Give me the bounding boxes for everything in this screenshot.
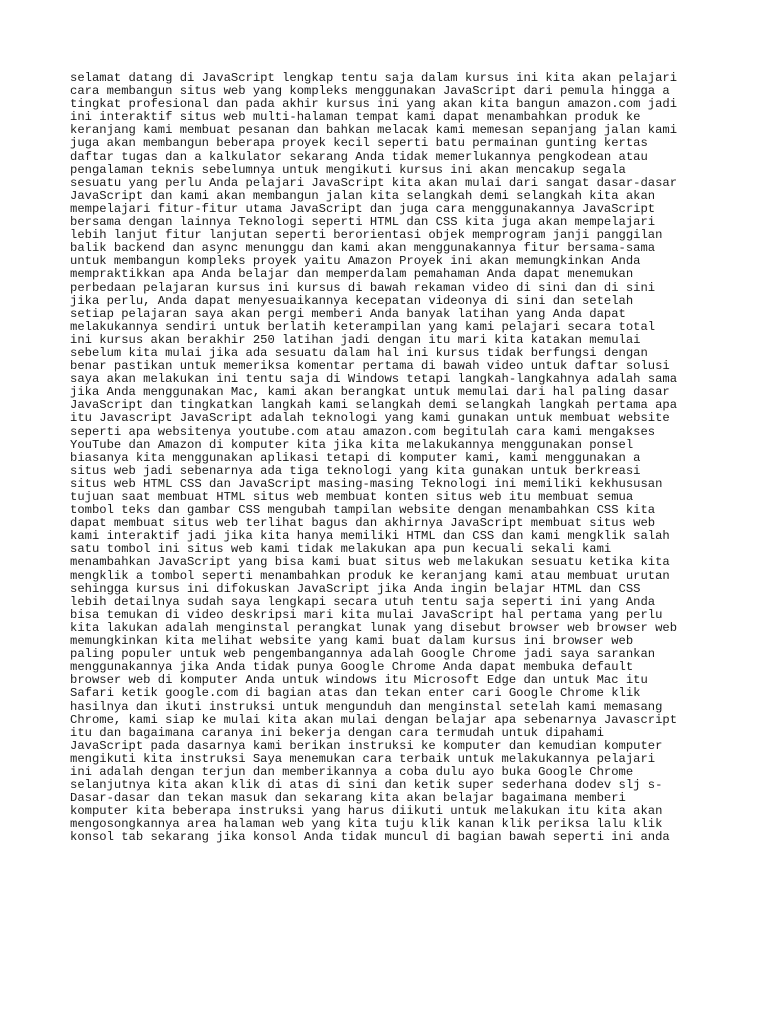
- text-line: kita lakukan adalah menginstal perangkat lunak yang disebut browser web browser web: [70, 620, 678, 635]
- text-line: perbedaan pelajaran kursus ini kursus di bawah rekaman video di sini dan di sini: [70, 280, 656, 295]
- text-line: tujuan saat membuat HTML situs web membuat konten situs web itu membuat semua: [70, 490, 634, 504]
- text-line: cara membangun situs web yang kompleks menggunakan JavaScript dari pemula hingga a: [70, 84, 670, 99]
- text-line: selanjutnya kita akan klik di atas di sini dan ketik super sederhana dodev slj s-: [70, 778, 663, 793]
- document-body: [70, 72, 710, 845]
- text-line: JavaScript dan kami akan membangun jalan kita selangkah demi selangkah kita akan: [70, 188, 656, 203]
- text-line: saya akan melakukan ini tentu saja di Windows tetapi langkah-langkahnya adalah sama: [70, 372, 678, 387]
- text-line: seperti apa websitenya youtube.com atau amazon.com begitulah cara kami mengakses: [70, 424, 656, 439]
- text-line: lebih lanjut fitur lanjutan seperti berorientasi objek memprogram janji panggilan: [70, 228, 663, 243]
- text-line: juga akan membangun beberapa proyek kecil seperti batu permainan gunting kertas: [70, 136, 648, 151]
- text-line: dapat membuat situs web terlihat bagus dan akhirnya JavaScript membuat situs web: [70, 516, 656, 531]
- text-line: Chrome, kami siap ke mulai kita akan mulai dengan belajar apa sebenarnya Javascript: [70, 712, 678, 727]
- text-line: sehingga kursus ini difokuskan JavaScript jika Anda ingin belajar HTML dan CSS: [70, 581, 641, 596]
- text-line: YouTube dan Amazon di komputer kita jika kita melakukannya menggunakan ponsel: [70, 437, 634, 452]
- text-line: mempraktikkan apa Anda belajar dan memperdalam pemahaman Anda dapat menemukan: [70, 267, 634, 282]
- text-line: browser web di komputer Anda untuk windows itu Microsoft Edge dan untuk Mac itu: [70, 673, 648, 688]
- text-line: sebelum kita mulai jika ada sesuatu dalam hal ini kursus tidak berfungsi dengan: [70, 345, 648, 360]
- text-line: JavaScript pada dasarnya kami berikan instruksi ke komputer dan kemudian komputer: [70, 738, 663, 753]
- text-line: pengalaman teknis sebelumnya untuk mengikuti kursus ini akan mencakup segala: [70, 162, 626, 177]
- text-line: konsol tab sekarang jika konsol Anda tidak muncul di bagian bawah seperti ini anda: [70, 830, 670, 845]
- text-line: kami interaktif jadi jika kita hanya memiliki HTML dan CSS dan kami mengklik salah: [70, 529, 670, 544]
- text-line: daftar tugas dan a kalkulator sekarang Anda tidak memerlukannya pengkodean atau: [70, 149, 648, 164]
- text-line: jika Anda menggunakan Mac, kami akan berangkat untuk memulai dari hal paling dasar: [70, 385, 670, 400]
- text-line: bisa temukan di video deskripsi mari kita mulai JavaScript hal pertama yang perlu: [70, 607, 663, 622]
- text-line: sesuatu yang perlu Anda pelajari JavaScript kita akan mulai dari sangat dasar-dasar: [70, 175, 678, 190]
- text-line: melakukannya sendiri untuk berlatih keterampilan yang kami pelajari secara total: [70, 319, 656, 334]
- text-line: untuk membangun kompleks proyek yaitu Amazon Proyek ini akan memungkinkan Anda: [70, 254, 641, 269]
- text-line: ini kursus akan berakhir 250 latihan jadi dengan itu mari kita katakan memulai: [70, 332, 641, 347]
- text-line: lebih detailnya sudah saya lengkapi secara utuh tentu saja seperti ini yang Anda: [70, 594, 656, 609]
- text-line: mengklik a tombol seperti menambahkan produk ke keranjang kami atau membuat urutan: [70, 568, 670, 583]
- text-line: ini adalah dengan terjun dan memberikannya a coba dulu ayo buka Google Chrome: [70, 764, 634, 779]
- text-line: keranjang kami membuat pesanan dan bahkan melacak kami memesan sepanjang jalan kami: [70, 123, 678, 138]
- text-line: benar pastikan untuk memeriksa komentar pertama di bawah video untuk daftar solusi: [70, 359, 670, 374]
- text-line: ini interaktif situs web multi-halaman tempat kami dapat menambahkan produk ke: [70, 110, 641, 125]
- text-line: setiap pelajaran saya akan pergi memberi Anda banyak latihan yang Anda dapat: [70, 306, 626, 321]
- text-line: situs web jadi sebenarnya ada tiga teknologi yang kita gunakan untuk berkreasi: [70, 463, 641, 478]
- text-line: Dasar-dasar dan tekan masuk dan sekarang kita akan belajar bagaimana memberi: [70, 791, 626, 806]
- text-line: mengikuti kita instruksi Saya menemukan cara terbaik untuk melakukannya pelajari: [70, 751, 656, 766]
- text-line: biasanya kita menggunakan aplikasi tetapi di komputer kami, kami menggunakan a: [70, 450, 641, 465]
- text-line: itu Javascript JavaScript adalah teknologi yang kami gunakan untuk membuat website: [70, 411, 670, 426]
- text-line: satu tombol ini situs web kami tidak melakukan apa pun kecuali sekali kami: [70, 542, 612, 557]
- text-line: bersama dengan lainnya Teknologi seperti HTML dan CSS kita juga akan mempelajari: [70, 215, 656, 230]
- text-line: memungkinkan kita melihat website yang kami buat dalam kursus ini browser web: [70, 634, 634, 649]
- text-line: tingkat profesional dan pada akhir kursus ini yang akan kita bangun amazon.com jadi: [70, 97, 678, 112]
- text-line: situs web HTML CSS dan JavaScript masing-masing Teknologi ini memiliki kekhususan: [70, 476, 663, 491]
- text-line: mengosongkannya area halaman web yang kita tuju klik kanan klik periksa lalu klik: [70, 817, 663, 832]
- text-line: jika perlu, Anda dapat menyesuaikannya kecepatan videonya di sini dan setelah: [70, 293, 634, 308]
- text-line: JavaScript dan tingkatkan langkah kami selangkah demi selangkah langkah pertama apa: [70, 398, 678, 413]
- text-line: selamat datang di JavaScript lengkap tentu saja dalam kursus ini kita akan pelajari: [70, 71, 678, 85]
- text-line: komputer kita beberapa instruksi yang harus diikuti untuk melakukan itu kita akan: [70, 804, 663, 819]
- text-line: Safari ketik google.com di bagian atas dan tekan enter cari Google Chrome klik: [70, 686, 641, 701]
- text-line: mempelajari fitur-fitur utama JavaScript dan juga cara menggunakannya JavaScript: [70, 201, 656, 216]
- text-line: menggunakannya jika Anda tidak punya Google Chrome Anda dapat membuka default: [70, 660, 634, 675]
- text-line: itu dan bagaimana caranya ini bekerja dengan cara termudah untuk dipahami: [70, 725, 604, 740]
- text-line: paling populer untuk web pengembangannya adalah Google Chrome jadi saya sarankan: [70, 647, 656, 662]
- text-line: hasilnya dan ikuti instruksi untuk mengunduh dan menginstal setelah kami memasang: [70, 699, 663, 714]
- text-line: balik backend dan async menunggu dan kami akan menggunakannya fitur bersama-sama: [70, 241, 656, 256]
- text-line: tombol teks dan gambar CSS mengubah tampilan website dengan menambahkan CSS kita: [70, 503, 656, 518]
- text-line: menambahkan JavaScript yang bisa kami buat situs web melakukan sesuatu ketika kita: [70, 555, 670, 570]
